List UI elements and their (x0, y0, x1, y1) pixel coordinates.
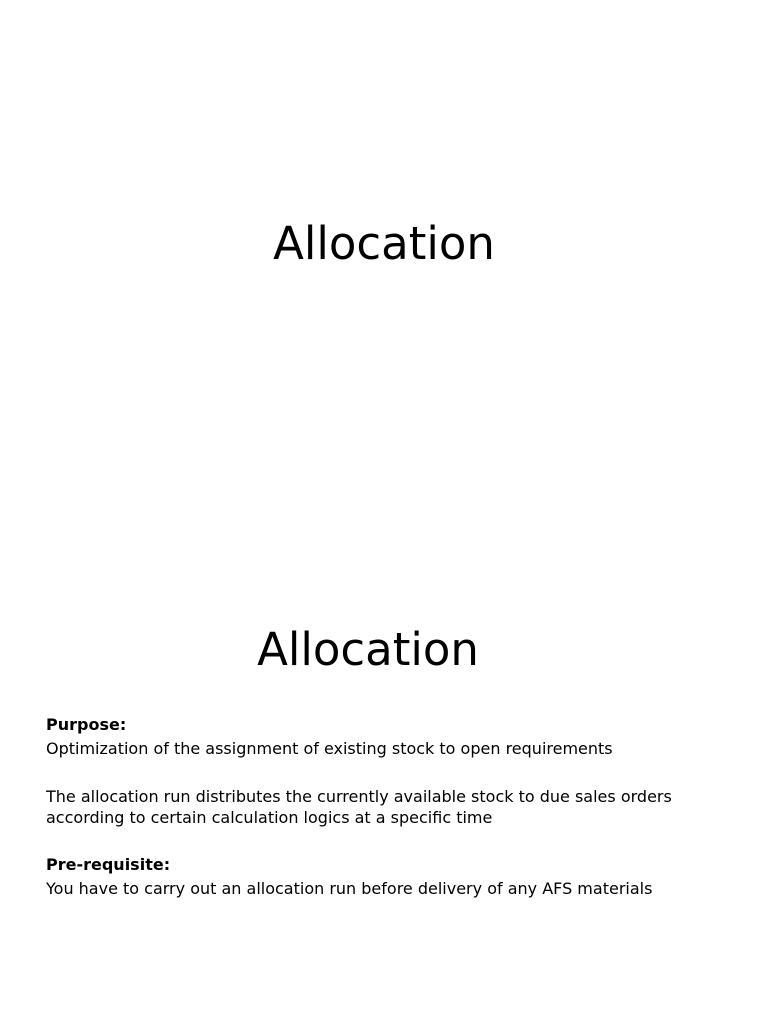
slide-1-title: Allocation (273, 217, 495, 270)
prerequisite-label: Pre-requisite: (46, 855, 171, 874)
purpose-label: Purpose: (46, 715, 127, 734)
purpose-text: Optimization of the assignment of existing stock to open requirements (46, 739, 613, 758)
slide-2-title: Allocation (257, 623, 479, 676)
allocation-description-line-1: The allocation run distributes the currently available stock to due sales orders (46, 787, 672, 806)
prerequisite-text-block (46, 878, 746, 899)
prerequisite-text: You have to carry out an allocation run before delivery of any AFS materials (46, 879, 653, 898)
prerequisite-section (46, 854, 746, 875)
purpose-section (46, 714, 746, 735)
allocation-description (46, 786, 746, 828)
allocation-description-line-2: according to certain calculation logics at a specific time (46, 808, 493, 827)
purpose-text-block (46, 738, 746, 759)
